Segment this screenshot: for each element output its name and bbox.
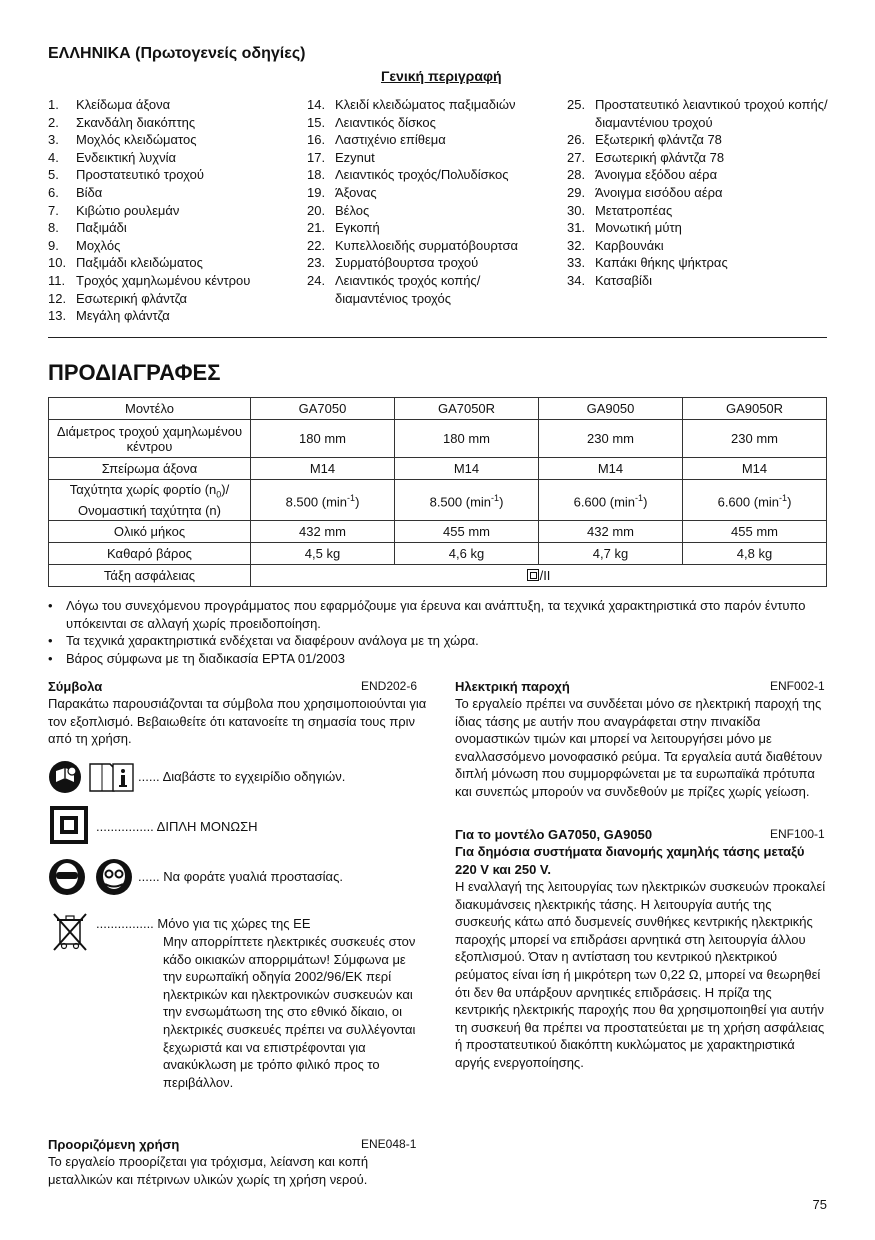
table-cell: 4,8 kg — [683, 542, 827, 564]
table-cell: Καθαρό βάρος — [49, 542, 251, 564]
goggles-icon — [48, 858, 136, 896]
list-item: 2. Σκανδάλη διακόπτης — [48, 114, 196, 130]
table-row — [49, 542, 827, 564]
list-item: 28. Άνοιγμα εξόδου αέρα — [567, 167, 718, 183]
table-cell: 180 mm — [395, 420, 539, 458]
table-row — [49, 520, 827, 542]
power-supply-body: Το εργαλείο πρέπει να συνδέεται μόνο σε ηλεκτρική παροχή της ίδιας τάσης με αυτήν που αναγράφεται στην πινακίδα ονομαστικών τιμών και μπορεί να λειτουργήσει μόνο με εναλλασσόμενο μονοφασικό ρεύμα. Τα εργαλεία αυτά διαθέτουν διπλή μόνωση που συμμορφώνεται με τα ευρωπαϊκά πρότυπα και συνεπώς μπορούν να συνδεθούν με πρίζες χωρίς γείωση. — [455, 696, 823, 799]
list-item: 5. Προστατευτικό τροχού — [48, 167, 204, 183]
list-item: 16. Λαστιχένιο επίθεμα — [307, 132, 446, 148]
list-item: • Λόγω του συνεχόμενου προγράμματος που εφαρμόζουμε για έρευνα και ανάπτυξη, τα τεχνικά χαρακτηριστικά στο παρόν έντυπο υπόκεινται σε αλλαγή χωρίς προειδοποίηση. — [48, 598, 806, 631]
table-cell: 230 mm — [683, 420, 827, 458]
intended-use-body: Το εργαλείο προορίζεται για τρόχισμα, λείανση και κοπή μεταλλικών και πέτρινων υλικών χωρίς τη χρήση νερού. — [48, 1154, 369, 1187]
list-item: 33. Καπάκι θήκης ψήκτρας — [567, 255, 728, 271]
parts-list-column-1 — [48, 96, 298, 325]
table-cell: Μοντέλο — [49, 398, 251, 420]
list-item: 15. Λειαντικός δίσκος — [307, 114, 436, 130]
table-row — [49, 480, 827, 521]
general-description-title: Γενική περιγραφή — [381, 68, 502, 84]
table-cell: GA9050 — [539, 398, 683, 420]
symbol-eu-lead-text: ................ Μόνο για τις χώρες της ΕΕ — [96, 916, 311, 931]
intended-use-heading: Προοριζόμενη χρήση — [48, 1137, 180, 1152]
parts-list-column-2 — [307, 96, 562, 307]
low-voltage-body: Η εναλλαγή της λειτουργίας των ηλεκτρικών συσκευών προκαλεί διακυμάνσεις ηλεκτρικής τάσης. Η λειτουργία αυτής της συσκευής κάτω από δυσμενείς συνθήκες κεντρικής ηλεκτρικής παροχής μπορεί να επιδράσει αρνητικά στη λειτουργία άλλου εξοπλισμού. Όταν η αντίσταση του κεντρικού ηλεκτρικού ρεύματος είναι ίση ή μικρότερη των 0,22 Ω, μπορεί να θεωρηθεί ότι δεν θα υπάρξουν αρνητικές επιδράσεις. Η πρίζα της κεντρικής ηλεκτρικής παροχής που θα χρησιμοποιηθεί για αυτήν τη συσκευή θα πρέπει να προστατεύεται με τη χρήση ασφάλειας ή προστατευτικού διακόπτη κυκλώματος με χαρακτηριστικά αργής ενεργοποίησης. — [455, 879, 826, 1070]
page-number: 75 — [812, 1197, 827, 1212]
table-cell: GA7050R — [395, 398, 539, 420]
symbols-intro: Παρακάτω παρουσιάζονται τα σύμβολα που χρησιμοποιούνται για τον εξοπλισμό. Βεβαιωθείτε ότι κατανοείτε τη σημασία τους πριν από τη χρήση. — [48, 696, 427, 747]
section-divider — [48, 337, 827, 338]
symbol-eu-body-text: Μην απορρίπτετε ηλεκτρικές συσκευές στον κάδο οικιακών απορριμάτων! Σύμφωνα με την ευρωπαϊκή οδηγία 2002/96/ΕΚ περί ηλεκτρικών και ηλεκτρονικών συσκευών και την ενσωμάτωση της στο εθνικό δίκαιο, οι ηλεκτρικές συσκευές πρέπει να συλλέγονται ξεχωριστά και να επιστρέφονται για ανακύκλωση με τρόπο φιλικό προς το περιβάλλον. — [163, 934, 416, 1090]
list-item: • Βάρος σύμφωνα με τη διαδικασία EPTA 01/2003 — [48, 650, 345, 666]
low-voltage-subtitle: Για δημόσια συστήματα διανομής χαμηλής τάσης μεταξύ 220 V και 250 V. — [455, 844, 805, 877]
table-row — [49, 398, 827, 420]
list-item: 34. Κατσαβίδι — [567, 272, 653, 288]
table-cell: M14 — [683, 458, 827, 480]
list-item: 17. Ezynut — [307, 149, 375, 165]
list-item: 11. Τροχός χαμηλωμένου κέντρου — [48, 272, 251, 288]
list-item: 3. Μοχλός κλειδώματος — [48, 132, 197, 148]
table-row — [49, 564, 827, 586]
table-cell: /II — [251, 564, 827, 586]
list-item: 6. Βίδα — [48, 184, 103, 200]
list-item: 4. Ενδεικτική λυχνία — [48, 149, 176, 165]
list-item: 23. Συρματόβουρτσα τροχού — [307, 255, 479, 271]
list-item: 14. Κλειδί κλειδώματος παξιμαδιών — [307, 97, 516, 112]
table-cell: 8.500 $(\min^{-1})$ — [251, 480, 395, 521]
table-cell: 4,6 kg — [395, 542, 539, 564]
symbol-goggles-text: ...... Να φοράτε γυαλιά προστασίας. — [138, 869, 343, 884]
table-cell: 4,5 kg — [251, 542, 395, 564]
low-voltage-code: ENF100-1 — [770, 827, 825, 841]
list-item: 9. Μοχλός — [48, 237, 121, 253]
list-item: 1. Κλείδωμα άξονα — [48, 97, 171, 112]
weee-bin-icon — [50, 910, 90, 954]
table-cell: 180 mm — [251, 420, 395, 458]
list-item: 8. Παξιμάδι — [48, 220, 127, 236]
table-cell: 6.600 $(\min^{-1})$ — [683, 480, 827, 521]
double-insulation-icon — [527, 569, 539, 581]
table-cell: 230 mm — [539, 420, 683, 458]
table-cell: Τάξη ασφάλειας — [49, 564, 251, 586]
power-supply-heading: Ηλεκτρική παροχή — [455, 679, 570, 694]
list-item: 12. Εσωτερική φλάντζα — [48, 290, 188, 306]
symbol-read-manual-text: ...... Διαβάστε το εγχειρίδιο οδηγιών. — [138, 769, 346, 784]
symbols-code: END202-6 — [361, 679, 418, 693]
list-item: 31. Μονωτική μύτη — [567, 220, 682, 236]
table-cell: 455 mm — [395, 520, 539, 542]
table-cell: 4,7 kg — [539, 542, 683, 564]
table-row — [49, 458, 827, 480]
spec-notes — [48, 597, 827, 667]
table-cell: Διάμετρος τροχού χαμηλωμένου κέντρου — [49, 420, 251, 458]
table-cell: GA7050 — [251, 398, 395, 420]
page-language-title: ΕΛΛΗΝΙΚΑ (Πρωτογενείς οδηγίες) — [48, 45, 306, 62]
symbol-double-insulation-text: ................ ΔΙΠΛΗ ΜΟΝΩΣΗ — [96, 819, 258, 834]
table-cell: Ολικό μήκος — [49, 520, 251, 542]
list-item: 10. Παξιμάδι κλειδώματος — [48, 255, 203, 271]
list-item: 30. Μετατροπέας — [567, 202, 673, 218]
list-item: 29. Άνοιγμα εισόδου αέρα — [567, 184, 723, 200]
table-cell: M14 — [395, 458, 539, 480]
list-item: 13. Μεγάλη φλάντζα — [48, 308, 170, 324]
table-cell: 432 mm — [251, 520, 395, 542]
list-item: 26. Εξωτερική φλάντζα 78 — [567, 132, 722, 148]
list-item: 32. Καρβουνάκι — [567, 237, 664, 253]
list-item: 22. Κυπελλοειδής συρματόβουρτσα — [307, 237, 519, 253]
table-cell: Σπείρωμα άξονα — [49, 458, 251, 480]
intended-use-code: ENE048-1 — [361, 1137, 417, 1151]
low-voltage-heading: Για το μοντέλο GA7050, GA9050 — [455, 827, 653, 842]
table-cell: 432 mm — [539, 520, 683, 542]
symbols-heading: Σύμβολα — [48, 679, 103, 694]
table-cell: 6.600 $(\min^{-1})$ — [539, 480, 683, 521]
double-insulation-symbol-icon — [50, 806, 88, 844]
table-cell: GA9050R — [683, 398, 827, 420]
table-cell: M14 — [251, 458, 395, 480]
table-cell: 455 mm — [683, 520, 827, 542]
list-item: 27. Εσωτερική φλάντζα 78 — [567, 149, 725, 165]
list-item: 21. Εγκοπή — [307, 220, 380, 236]
table-cell: Ταχύτητα χωρίς φορτίο $(n_0)/$ Ονομαστική ταχύτητα (n) — [49, 480, 251, 521]
list-item: 19. Άξονας — [307, 184, 377, 200]
parts-list-column-3 — [567, 96, 829, 290]
list-item: 20. Βέλος — [307, 202, 370, 218]
list-item: 7. Κιβώτιο ρουλεμάν — [48, 202, 180, 218]
power-supply-code: ENF002-1 — [770, 679, 825, 693]
specifications-title: ΠΡΟΔΙΑΓΡΑΦΕΣ — [48, 360, 221, 385]
specifications-table — [48, 397, 827, 587]
list-item: 24. Λειαντικός τροχός κοπής/ διαμαντένιος τροχός — [307, 272, 481, 306]
list-item: 18. Λειαντικός τροχός/Πολυδίσκος — [307, 167, 509, 183]
read-manual-icon — [48, 760, 136, 794]
table-cell: 8.500 $(\min^{-1})$ — [395, 480, 539, 521]
table-cell: M14 — [539, 458, 683, 480]
list-item: 25. Προστατευτικό λειαντικού τροχού κοπής/διαμαντένιου τροχού — [567, 97, 828, 130]
table-row — [49, 420, 827, 458]
list-item: • Τα τεχνικά χαρακτηριστικά ενδέχεται να διαφέρουν ανάλογα με τη χώρα. — [48, 633, 479, 649]
